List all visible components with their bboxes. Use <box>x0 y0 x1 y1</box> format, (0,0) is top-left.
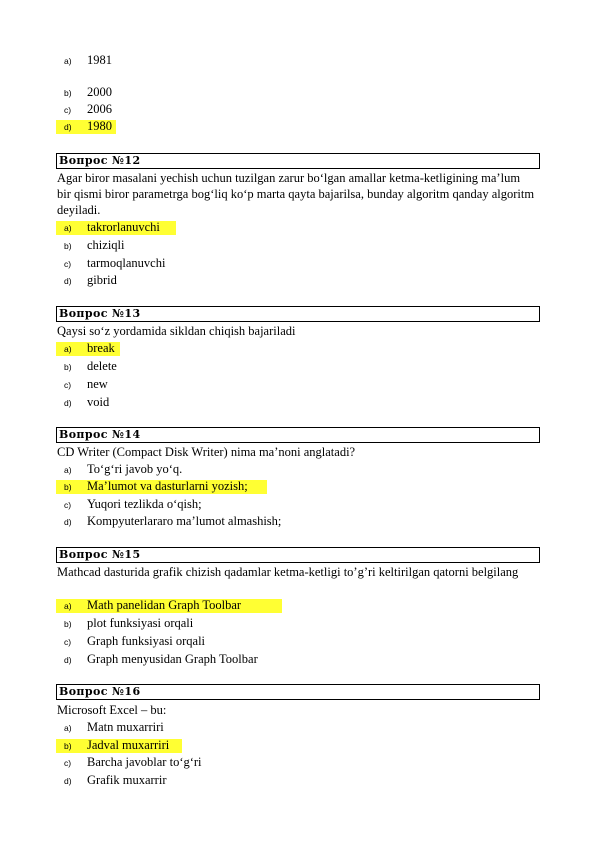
option-text: Barcha javoblar to‘g‘ri <box>87 755 202 769</box>
option-text: takrorlanuvchi <box>87 220 160 234</box>
question-header-12: Вопрос №12 <box>56 153 540 169</box>
option-letter: d) <box>64 276 72 286</box>
option-letter: d) <box>64 655 72 665</box>
option-text: gibrid <box>87 273 117 287</box>
option-letter: a) <box>64 56 72 66</box>
option-letter: a) <box>64 344 72 354</box>
option-letter: c) <box>64 380 72 390</box>
option-text: delete <box>87 359 117 373</box>
question-header-14: Вопрос №14 <box>56 427 540 443</box>
option-letter: c) <box>64 500 72 510</box>
option-letter: d) <box>64 122 72 132</box>
option-letter: a) <box>64 223 72 233</box>
option-letter: a) <box>64 601 72 611</box>
question-header-15: Вопрос №15 <box>56 547 540 563</box>
question-text-14: CD Writer (Compact Disk Writer) nima ma’noni anglatadi? <box>57 445 356 459</box>
option-letter: b) <box>64 88 72 98</box>
option-letter: b) <box>64 741 72 751</box>
option-text: chiziqli <box>87 238 125 252</box>
option-letter: d) <box>64 517 72 527</box>
question-header-16: Вопрос №16 <box>56 684 540 700</box>
option-letter: a) <box>64 723 72 733</box>
option-text: 1981 <box>87 53 112 67</box>
option-text: Math panelidan Graph Toolbar <box>87 598 242 612</box>
option-text: To‘g‘ri javob yo‘q. <box>87 462 183 476</box>
option-text: Graph menyusidan Graph Toolbar <box>87 652 258 666</box>
option-text: new <box>87 377 108 391</box>
question-text-12: Agar biror masalani yechish uchun tuzilgan zarur bo‘lgan amallar ketma-ketligining ma’lum bir qismi biror parametrga bog‘liq ko‘p marta qayta bajarilsa, bunday algoritm qanday algoritm deyiladi. <box>57 171 535 217</box>
option-text: 1980 <box>87 119 112 133</box>
question-text-15: Mathcad dasturida grafik chizish qadamlar ketma-ketligi to’g’ri keltirilgan qatorni belgilang <box>57 565 519 579</box>
option-text: Grafik muxarrir <box>87 773 167 787</box>
option-letter: c) <box>64 758 72 768</box>
option-letter: b) <box>64 482 72 492</box>
question-header-13: Вопрос №13 <box>56 306 540 322</box>
option-text: Graph funksiyasi orqali <box>87 634 206 648</box>
option-letter: c) <box>64 105 72 115</box>
option-text: Matn muxarriri <box>87 720 164 734</box>
option-letter: d) <box>64 398 72 408</box>
option-text: 2000 <box>87 85 112 99</box>
option-letter: d) <box>64 776 72 786</box>
option-text: tarmoqlanuvchi <box>87 256 166 270</box>
option-letter: b) <box>64 241 72 251</box>
option-letter: c) <box>64 259 72 269</box>
question-text-16: Microsoft Excel – bu: <box>57 703 167 717</box>
option-text: Kompyuterlararo ma’lumot almashish; <box>87 514 282 528</box>
option-letter: a) <box>64 465 72 475</box>
option-text: Ma’lumot va dasturlarni yozish; <box>87 479 248 493</box>
option-letter: b) <box>64 362 72 372</box>
option-letter: b) <box>64 619 72 629</box>
option-text: Yuqori tezlikda o‘qish; <box>87 497 202 511</box>
option-text: plot funksiyasi orqali <box>87 616 194 630</box>
option-text: 2006 <box>87 102 112 116</box>
question-text-13: Qaysi so‘z yordamida sikldan chiqish bajariladi <box>57 324 296 338</box>
option-text: void <box>87 395 110 409</box>
option-text: Jadval muxarriri <box>87 738 170 752</box>
option-letter: c) <box>64 637 72 647</box>
option-text: break <box>87 341 115 355</box>
